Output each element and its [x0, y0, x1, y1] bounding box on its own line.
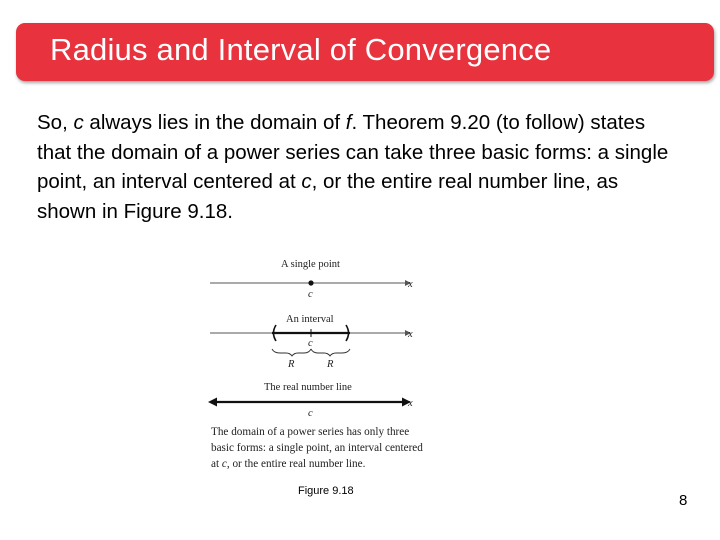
text-run: , or the entire real number line, as shown in Figure 9.18. — [37, 170, 619, 223]
real-line-axis-label: x — [408, 398, 413, 409]
text-run: , or the entire real number line. — [226, 458, 366, 470]
italic-variable: c — [221, 458, 227, 470]
radius-brace-left — [272, 349, 311, 356]
single-point-dot — [308, 280, 313, 285]
caption-line — [211, 440, 471, 456]
text-run: always lies in the domain of — [83, 111, 346, 134]
radius-left-label: R — [288, 359, 295, 370]
single-axis-label: x — [408, 279, 413, 290]
interval-axis-label: x — [408, 329, 413, 340]
text-run: The domain of a power series has only three — [211, 426, 410, 438]
text-run: So, — [37, 111, 74, 134]
interval-center-label: c — [308, 338, 313, 349]
italic-variable: f — [345, 111, 352, 134]
italic-variable: c — [73, 111, 84, 134]
body-paragraph — [37, 108, 677, 226]
real-line-center-label: c — [308, 408, 313, 419]
page-number: 8 — [679, 492, 688, 509]
panel-interval-label: An interval — [286, 314, 334, 325]
real-line-left-arrow — [208, 398, 217, 407]
text-run: at — [211, 458, 222, 470]
panel-line-label: The real number line — [264, 382, 352, 393]
figure-caption — [211, 424, 471, 472]
text-run: basic forms: a single point, an interval centered — [211, 442, 423, 454]
figure-label: Figure 9.18 — [298, 485, 354, 497]
slide-title: Radius and Interval of Convergence — [50, 32, 552, 67]
caption-line — [211, 456, 471, 472]
italic-variable: c — [301, 170, 312, 193]
radius-right-label: R — [327, 359, 334, 370]
text-run: . Theorem 9.20 (to follow) states that the domain of a power series can take three basic forms: a single point, an interval centered at — [37, 111, 669, 193]
radius-brace-right — [311, 349, 350, 356]
panel-single-label: A single point — [281, 259, 340, 270]
caption-line — [211, 424, 471, 440]
single-center-label: c — [308, 289, 313, 300]
title-banner — [16, 23, 714, 81]
